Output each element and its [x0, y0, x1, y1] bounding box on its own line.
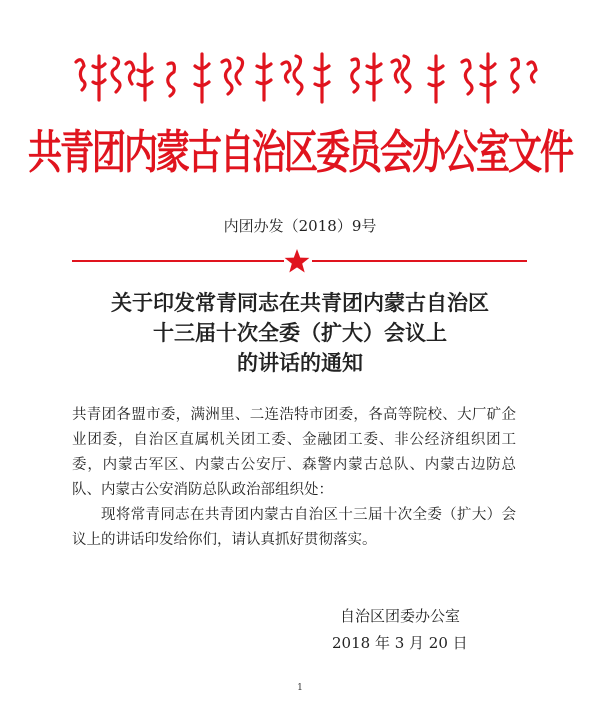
- document-header-title: 共青团内蒙古自治区委员会办公室文件: [28, 126, 572, 181]
- red-rule-left: [72, 260, 284, 262]
- page-number: 1: [297, 683, 303, 693]
- signature-date: 2018 年 3 月 20 日: [332, 634, 468, 652]
- notice-title-line-3: 的讲话的通知: [237, 350, 363, 375]
- mongolian-script-graphic: [0, 44, 600, 114]
- notice-body: [72, 403, 516, 553]
- red-rule-right: [312, 260, 527, 262]
- document-number: 内团办发（2018）9号: [223, 217, 377, 235]
- red-star-icon: [284, 248, 310, 274]
- notice-title: [0, 288, 600, 378]
- notice-title-line-1: 关于印发常青同志在共青团内蒙古自治区: [111, 290, 489, 315]
- content-paragraph: 现将常青同志在共青团内蒙古自治区十三届十次全委（扩大）会议上的讲话印发给你们，请认真抓好贯彻落实。: [72, 507, 516, 548]
- mongolian-script-header: [0, 44, 600, 114]
- recipients-paragraph: 共青团各盟市委，满洲里、二连浩特市团委，各高等院校、大厂矿企业团委，自治区直属机关团工委、金融团工委、非公经济组织团工委，内蒙古军区、内蒙古公安厅、森警内蒙古总队、内蒙古边防总队、内蒙古公安消防总队政治部组织处：: [72, 407, 516, 498]
- signature-office: 自治区团委办公室: [340, 607, 461, 625]
- notice-title-line-2: 十三届十次全委（扩大）会议上: [153, 320, 447, 345]
